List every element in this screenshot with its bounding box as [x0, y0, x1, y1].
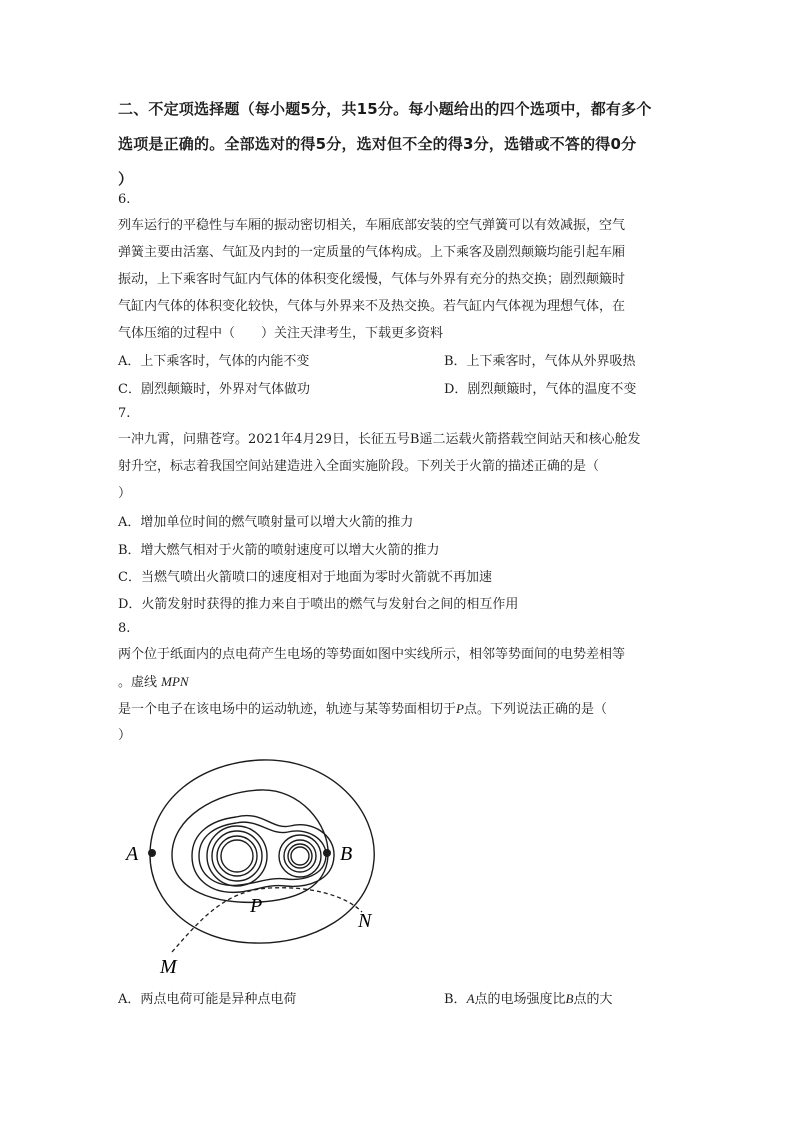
question-6-option-c[interactable]: C．剧烈颠簸时，外界对气体做功: [118, 382, 310, 397]
question-8-option-b[interactable]: [444, 988, 613, 1007]
equipotential-figure: [118, 755, 398, 985]
point-a-dot: [148, 849, 156, 857]
section-heading-line-2: 选项是正确的。全部选对的得5分，选对但不全的得3分，选错或不答的得0分: [118, 135, 637, 153]
right-charge-ring: [284, 840, 316, 872]
section-heading-line-3: ）: [118, 170, 134, 188]
point-b-dot: [323, 849, 331, 857]
question-7-option-a[interactable]: A．增加单位时间的燃气喷射量可以增大火箭的推力: [118, 515, 414, 530]
question-6-stem-line: 列车运行的平稳性与车厢的振动密切相关，车厢底部安装的空气弹簧可以有效减振，空气: [118, 218, 626, 233]
label-p: P: [250, 895, 263, 917]
right-charge-ring: [291, 847, 309, 865]
left-charge-ring: [207, 826, 267, 886]
question-8-stem-line: 两个位于纸面内的点电荷产生电场的等势面如图中实线所示，相邻等势面间的电势差相等: [118, 647, 626, 662]
question-8-option-a[interactable]: A．两点电荷可能是异种点电荷: [118, 992, 297, 1007]
point-label: A: [466, 991, 475, 1006]
label-b: B: [340, 843, 353, 865]
question-6-stem-line: 气体压缩的过程中（ ）关注天津考生，下载更多资料: [118, 326, 444, 341]
question-6-stem-line: 振动，上下乘客时气缸内气体的体积变化缓慢，气体与外界有充分的热交换；剧烈颠簸时: [118, 272, 626, 287]
label-m: M: [160, 956, 177, 978]
question-7-number: 7.: [118, 406, 131, 421]
left-charge-ring: [217, 836, 257, 876]
question-7-option-c[interactable]: C．当燃气喷出火箭喷口的速度相对于地面为零时火箭就不再加速: [118, 570, 492, 585]
option-text: 点的大: [573, 992, 613, 1007]
right-charge-ring: [279, 835, 321, 877]
left-charge-ring: [212, 831, 262, 881]
trajectory-label: MPN: [161, 674, 189, 689]
question-6-stem-line: 气缸内气体的体积变化较快，气体与外界来不及热交换。若气缸内气体视为理想气体，在: [118, 299, 626, 314]
point-label: P: [456, 701, 464, 716]
question-6-stem-line: 弹簧主要由活塞、气缸及内封的一定质量的气体构成。上下乘客及剧烈颠簸均能引起车厢: [118, 245, 626, 260]
question-8-stem-line: ）: [118, 728, 132, 743]
question-7-option-b[interactable]: B．增大燃气相对于火箭的喷射速度可以增大火箭的推力: [118, 543, 440, 558]
stem-text: 点。下列说法正确的是（: [463, 702, 607, 717]
question-8-stem-line: [118, 672, 189, 693]
question-6-option-b[interactable]: B．上下乘客时，气体从外界吸热: [444, 354, 636, 369]
question-8-stem-line: [118, 699, 607, 720]
label-a: A: [126, 843, 139, 865]
question-7-stem-line: ）: [118, 486, 132, 501]
point-label: B: [565, 991, 574, 1006]
stem-text: 是一个电子在该电场中的运动轨迹，轨迹与某等势面相切于: [118, 702, 457, 717]
question-6-option-a[interactable]: A．上下乘客时，气体的内能不变: [118, 354, 310, 369]
section-heading-line-1: 二、不定项选择题（每小题5分，共15分。每小题给出的四个选项中，都有多个: [118, 100, 652, 118]
option-text: 点的电场强度比: [474, 992, 566, 1007]
label-n: N: [358, 910, 372, 932]
question-6-number: 6.: [118, 192, 131, 207]
option-text: B．: [444, 992, 467, 1007]
left-charge-ring: [221, 840, 253, 872]
question-6-option-d[interactable]: D．剧烈颠簸时，气体的温度不变: [444, 382, 637, 397]
stem-text: 。虚线: [118, 675, 158, 690]
question-7-stem-line: 射升空，标志着我国空间站建造进入全面实施阶段。下列关于火箭的描述正确的是（: [118, 459, 600, 474]
question-8-number: 8.: [118, 621, 131, 636]
section-heading: [118, 92, 688, 197]
question-7-option-d[interactable]: D．火箭发射时获得的推力来自于喷出的燃气与发射台之间的相互作用: [118, 597, 519, 612]
question-7-stem-line: 一冲九霄，问鼎苍穹。2021年4月29日，长征五号B遥二运载火箭搭载空间站天和核心舱发: [118, 432, 641, 447]
